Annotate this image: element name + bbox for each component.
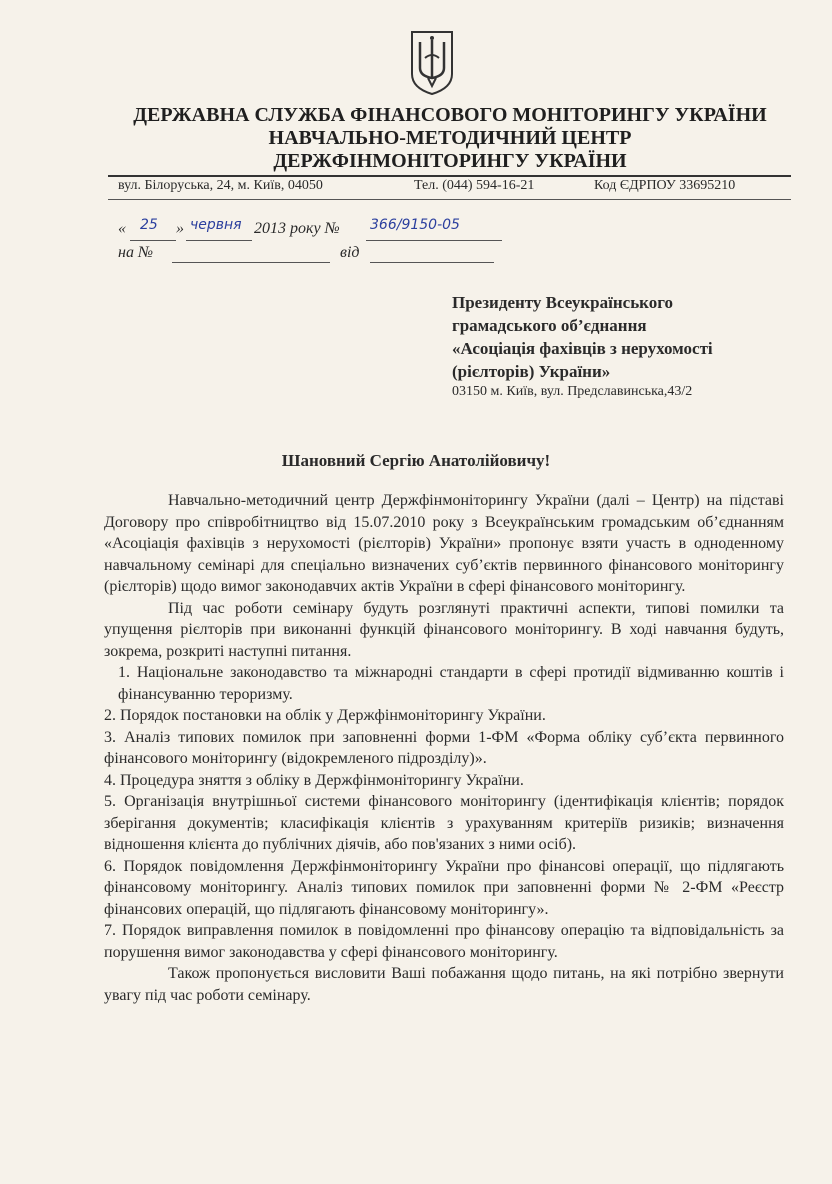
number-underline xyxy=(366,240,502,241)
trident-emblem-icon xyxy=(408,28,456,96)
list-item-3: 3. Аналіз типових помилок при заповненні форми 1-ФМ «Форма обліку суб’єкта первинного фінансового моніторингу (відокремленого підрозділу)». xyxy=(104,728,784,767)
list-item-6: 6. Порядок повідомлення Держфінмоніторингу України про фінансові операції, що підлягають фінансовому моніторингу. Аналіз типових помилок при заповненні форми № 2-ФМ «Реєстр фінансових операцій, що підлягають фінансовому моніторингу». xyxy=(104,857,784,918)
letter-body xyxy=(104,490,784,1006)
ref-open-quote: « xyxy=(118,220,126,237)
header-divider xyxy=(108,175,791,177)
incoming-date-label: від xyxy=(340,244,360,261)
list-item-2: 2. Порядок постановки на облік у Держфінмоніторингу України. xyxy=(104,707,546,724)
recipient-line2: грамадського об’єднання xyxy=(452,316,647,335)
incoming-ref-label: на № xyxy=(118,244,154,261)
org-phone: Тел. (044) 594-16-21 xyxy=(414,178,535,193)
recipient-block xyxy=(452,291,792,383)
outgoing-reference xyxy=(118,220,126,238)
ref-number: 366/9150-05 xyxy=(370,217,460,233)
incoming-date-line xyxy=(370,262,494,263)
ref-day: 25 xyxy=(140,217,158,233)
org-name-line3: ДЕРЖФІНМОНІТОРИНГУ УКРАЇНИ xyxy=(273,150,627,172)
recipient-line4: (рієлторів) України» xyxy=(452,362,611,381)
contacts-divider xyxy=(108,199,791,200)
list-item-5: 5. Організація внутрішньої системи фінансового моніторингу (ідентифікація клієнтів; порядок зберігання документів; класифікація клієнтів з урахуванням критеріїв ризиків; визначення відношення клієнта до публічних діячів, або пов'язаних з ними осіб). xyxy=(104,793,784,853)
list-item-1: 1. Національне законодавство та міжнародні стандарти в сфері протидії відмиванню коштів і фінансуванню тероризму. xyxy=(118,664,784,703)
incoming-number-line xyxy=(172,262,330,263)
org-code: Код ЄДРПОУ 33695210 xyxy=(594,178,736,193)
recipient-line1: Президенту Всеукраїнського xyxy=(452,293,674,312)
list-item-7: 7. Порядок виправлення помилок в повідомленні про фінансову операцію та відповідальність за порушення вимог законодавства у сфері фінансового моніторингу. xyxy=(104,922,784,961)
ref-month: червня xyxy=(190,217,242,233)
recipient-line3: «Асоціація фахівців з нерухомості xyxy=(452,339,713,358)
list-item-4: 4. Процедура зняття з обліку в Держфінмоніторингу України. xyxy=(104,771,524,789)
body-paragraph-1: Навчально-методичний центр Держфінмоніторингу України (далі – Центр) на підставі Договору про співробітництво від 15.07.2010 року з Всеукраїнським громадським об’єднанням «Асоціація фахівців з нерухомості (рієлторів) України» пропонує взяти участь в одноденному навчальному семінарі для спеціально визначених суб’єктів первинного фінансового моніторингу (рієлторів) щодо вимог законодавчих актів України в сфері фінансового моніторингу. xyxy=(104,492,784,595)
org-name-line2: НАВЧАЛЬНО-МЕТОДИЧНИЙ ЦЕНТР xyxy=(268,127,632,149)
ref-close-quote: » xyxy=(176,220,184,237)
salutation: Шановний Сергію Анатолійовичу! xyxy=(281,451,551,470)
ref-year: 2013 року № xyxy=(254,220,340,237)
recipient-address: 03150 м. Київ, вул. Предславинська,43/2 xyxy=(452,384,693,399)
day-underline xyxy=(130,240,176,241)
body-paragraph-2: Під час роботи семінару будуть розглянуті практичні аспекти, типові помилки та упущення рієлторів при виконанні функцій фінансового моніторингу. В ході навчання будуть, зокрема, розкриті наступні питання. xyxy=(104,599,784,660)
body-paragraph-3: Також пропонується висловити Ваші побажання щодо питань, на які потрібно звернути увагу під час роботи семінару. xyxy=(104,965,784,1004)
org-name-line1: ДЕРЖАВНА СЛУЖБА ФІНАНСОВОГО МОНІТОРИНГУ УКРАЇНИ xyxy=(133,104,767,126)
month-underline xyxy=(186,240,252,241)
org-address: вул. Білоруська, 24, м. Київ, 04050 xyxy=(118,178,323,193)
